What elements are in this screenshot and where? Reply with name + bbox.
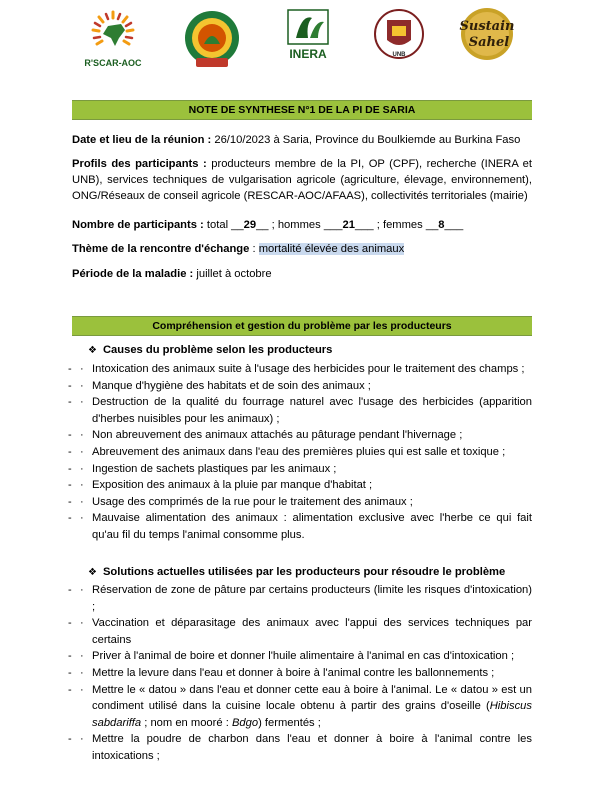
list-item: - · Manque d'hygiène des habitats et de soin des animaux ;: [68, 379, 371, 392]
hommes-count: 21: [342, 219, 355, 231]
list-item: - · Intoxication des animaux suite à l'usage des herbicides pour le traitement des champs ;: [68, 363, 525, 375]
date-line: [72, 132, 532, 148]
list-item: - · Mettre la poudre de charbon dans l'eau et donner à boire à l'animal contre les intoxications ;: [68, 733, 532, 762]
section-banner: Compréhension et gestion du problème par les producteurs: [72, 316, 532, 336]
unb-logo: [372, 8, 426, 71]
date-value: 26/10/2023 à Saria, Province du Boulkiemde au Burkina Faso: [211, 134, 521, 146]
cpf-logo: [182, 8, 242, 77]
theme-value[interactable]: mortalité élevée des animaux: [258, 243, 405, 255]
total-count: 29: [243, 219, 257, 231]
participants-label: Nombre de participants :: [72, 219, 204, 231]
list-item: - · Mettre le « datou » dans l'eau et donner cette eau à boire à l'animal. Le « datou » est un condiment utilisé dans la cuisine locale obtenu à partir des grains d'oseille (Hibiscus sabdariffa ; nom en mooré : Bdgo) fermentés ;: [68, 683, 532, 729]
title-banner: NOTE DE SYNTHESE N°1 DE LA PI DE SARIA: [72, 100, 532, 120]
profiles-label: Profils des participants :: [72, 158, 207, 170]
theme-line: [72, 241, 532, 257]
list-item: - · Mettre la levure dans l'eau et donner à boire à l'animal contre les ballonnements ;: [68, 666, 495, 679]
causes-heading: [88, 344, 332, 356]
list-item: - · Abreuvement des animaux dans l'eau des premières pluies qui est salle et toxique ;: [68, 445, 506, 458]
sustain-word: Sustain: [459, 19, 515, 34]
femmes-count: 8: [438, 219, 445, 231]
theme-label: Thème de la rencontre d'échange: [72, 243, 250, 255]
list-item: - · Vaccination et déparasitage des animaux avec l'appui des services techniques par certains: [68, 617, 532, 646]
sustain-sahel-logo: [452, 8, 522, 69]
list-item: - · Non abreuvement des animaux attachés au pâturage pendant l'hivernage ;: [68, 429, 463, 442]
rescar-aoc-label: R'SCAR-AOC: [84, 58, 142, 68]
theme-sep: :: [249, 243, 259, 255]
periode-label: Période de la maladie :: [72, 268, 194, 280]
participants-line: [72, 217, 532, 233]
sahel-word: Sahel: [468, 35, 510, 50]
list-item: - · Réservation de zone de pâture par certains producteurs (limite les risques d'intoxication) ;: [68, 584, 532, 613]
logo-strip: [0, 0, 603, 80]
solutions-heading-text: Solutions actuelles utilisées par les producteurs pour résoudre le problème: [102, 566, 506, 578]
diamond-bullet-icon: ❖: [88, 345, 97, 356]
list-item: - · Usage des comprimés de la rue pour le traitement des animaux ;: [68, 495, 413, 508]
causes-list: [68, 361, 532, 544]
inera-label: INERA: [289, 47, 327, 60]
solutions-heading: [88, 566, 505, 578]
participants-suffix: ___: [444, 219, 464, 231]
periode-value: juillet à octobre: [193, 268, 272, 280]
list-item: - · Destruction de la qualité du fourrage naturel avec l'usage des herbicides (apparition d'herbes nuisibles pour les animaux) ;: [68, 396, 532, 425]
list-item: - · Mauvaise alimentation des animaux : alimentation exclusive avec l'herbe ce qui fait qu'au fil du temps l'animal consomme plus.: [68, 512, 532, 541]
diamond-bullet-icon: ❖: [88, 567, 97, 578]
unb-label: UNB: [392, 52, 406, 58]
causes-heading-text: Causes du problème selon les producteurs: [102, 344, 333, 356]
list-item: - · Priver à l'animal de boire et donner l'huile alimentaire à l'animal en cas d'intoxication ;: [68, 650, 515, 663]
date-label: Date et lieu de la réunion :: [72, 134, 212, 146]
femmes-prefix: ___ ; femmes __: [354, 219, 439, 231]
list-item: - · Exposition des animaux à la pluie par manque d'habitat ;: [68, 479, 373, 492]
profiles-value: producteurs membre de la PI, OP (CPF), recherche (INERA et UNB), services techniques de vulgarisation agricole (agriculture, élevage, environnement), ONG/Réseaux de conseil agricole (RESCAR-AOC/AFAAS), collectivités territoriales (mairie): [72, 158, 532, 202]
rescar-aoc-logo: [78, 8, 148, 69]
hommes-prefix: __ ; hommes ___: [256, 219, 343, 231]
list-item: - · Ingestion de sachets plastiques par les animaux ;: [68, 462, 337, 475]
inera-logo: [282, 8, 334, 65]
periode-line: [72, 266, 532, 282]
profiles-paragraph: [72, 156, 532, 204]
solutions-list: [68, 582, 532, 765]
total-prefix: total __: [203, 219, 244, 231]
